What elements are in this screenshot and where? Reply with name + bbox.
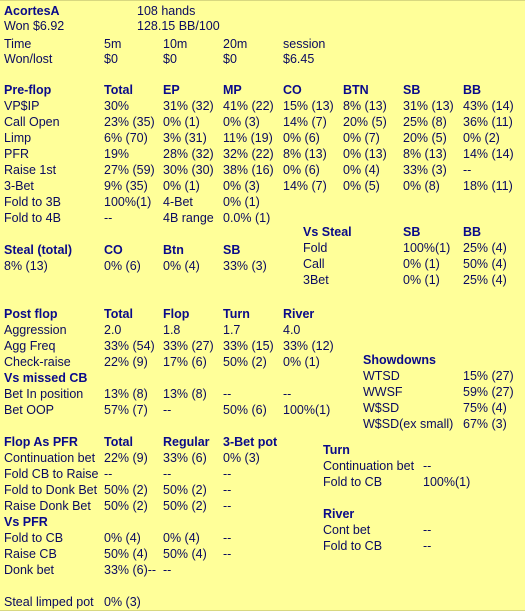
preflop-cell: 8% (13) [283,147,327,161]
preflop-cell: 33% (3) [403,163,447,177]
steal-co-value: 0% (6) [104,259,141,273]
preflop-cell: 32% (22) [223,147,274,161]
vs-steal-title: Vs Steal [303,225,352,239]
preflop-cell: 19% [104,147,130,161]
preflop-cell: 0% (13) [343,147,387,161]
postflop-title: Post flop [4,307,58,321]
preflop-cell: 18% (11) [463,179,513,193]
flop-pfr-cell: -- [104,467,113,481]
postflop-header-0: Total [104,307,133,321]
flop-pfr-cell: 50% (2) [163,499,207,513]
preflop-cell: 15% (13) [283,99,334,113]
preflop-cell: -- [463,163,472,177]
preflop-cell: 0% (5) [343,179,380,193]
vs-steal-bb-header: BB [463,225,482,239]
showdown-value: 15% (27) [463,369,514,383]
turn-value: -- [423,459,432,473]
missed-cb-cell: 13% (8) [163,387,207,401]
postflop-cell: 1.8 [163,323,181,337]
vs-steal-sb: 0% (1) [403,257,440,271]
vs-pfr-cell: -- [223,547,232,561]
postflop-cell: 17% (6) [163,355,207,369]
preflop-cell: 31% (32) [163,99,214,113]
postflop-header-1: Flop [163,307,190,321]
preflop-row-label: Call Open [4,115,60,129]
flop-pfr-cell: 0% (3) [223,451,260,465]
preflop-row-label: Raise 1st [4,163,57,177]
turn-title: Turn [323,443,350,457]
vs-pfr-cell: 50% (4) [104,547,148,561]
time-header-1: 5m [104,37,122,51]
flop-pfr-cell: -- [223,467,232,481]
postflop-cell: 0% (1) [283,355,320,369]
preflop-cell: 8% (13) [403,147,447,161]
postflop-cell: 2.0 [104,323,122,337]
steal-sb-header: SB [223,243,241,257]
steal-btn-value: 0% (4) [163,259,200,273]
steal-limped-label: Steal limped pot [4,595,94,609]
vs-steal-bb: 25% (4) [463,273,507,287]
missed-cb-cell: 57% (7) [104,403,148,417]
postflop-cell: 1.7 [223,323,241,337]
vs-missed-cb-title: Vs missed CB [4,371,88,385]
showdown-row-label: W$SD [363,401,400,415]
preflop-cell: 25% (8) [403,115,447,129]
preflop-cell: 30% [104,99,130,113]
showdowns-title: Showdowns [363,353,436,367]
missed-cb-cell: 100%(1) [283,403,331,417]
river-row-label: Fold to CB [323,539,383,553]
flop-pfr-title: Flop As PFR [4,435,78,449]
postflop-cell: 33% (54) [104,339,155,353]
preflop-cell: 20% (5) [343,115,387,129]
preflop-row-label: Limp [4,131,32,145]
preflop-header-4: BTN [343,83,369,97]
postflop-header-2: Turn [223,307,250,321]
preflop-cell: 38% (16) [223,163,274,177]
preflop-cell: 11% (19) [223,131,273,145]
preflop-header-3: CO [283,83,302,97]
preflop-cell: 0% (2) [463,131,500,145]
postflop-row-label: Agg Freq [4,339,56,353]
missed-cb-cell: -- [163,403,172,417]
postflop-cell: 33% (27) [163,339,214,353]
flop-pfr-cell: 33% (6) [163,451,207,465]
river-title: River [323,507,355,521]
showdown-row-label: WWSF [363,385,403,399]
steal-total-title: Steal (total) [4,243,73,257]
preflop-cell: 0% (3) [223,179,260,193]
vs-steal-row-label: Fold [303,241,328,255]
preflop-cell: 0% (3) [223,115,260,129]
preflop-header-2: MP [223,83,242,97]
vs-steal-sb-header: SB [403,225,421,239]
vs-pfr-cell: 0% (4) [163,531,200,545]
won-amount: Won $6.92 [4,19,65,33]
preflop-row-label: VP$IP [4,99,40,113]
time-header-2: 10m [163,37,188,51]
missed-cb-cell: 13% (8) [104,387,148,401]
missed-cb-row-label: Bet In position [4,387,84,401]
postflop-cell: 50% (2) [223,355,267,369]
turn-row-label: Continuation bet [323,459,415,473]
won-lost-0: Won/lost [4,52,53,66]
preflop-header-0: Total [104,83,133,97]
preflop-cell: 30% (30) [163,163,214,177]
preflop-cell: 20% (5) [403,131,447,145]
preflop-cell: 0% (1) [163,115,200,129]
vs-steal-sb: 100%(1) [403,241,451,255]
won-lost-3: $0 [223,52,237,66]
time-header-0: Time [4,37,32,51]
preflop-header-5: SB [403,83,421,97]
preflop-row-label: 3-Bet [4,179,34,193]
steal-btn-header: Btn [163,243,184,257]
showdown-value: 75% (4) [463,401,507,415]
time-header-4: session [283,37,326,51]
flop-pfr-cell: 50% (2) [163,483,207,497]
postflop-header-3: River [283,307,315,321]
postflop-cell: 33% (12) [283,339,334,353]
vs-pfr-title: Vs PFR [4,515,48,529]
flop-pfr-cell: -- [223,499,232,513]
river-value: -- [423,539,432,553]
postflop-row-label: Aggression [4,323,67,337]
steal-total-value: 8% (13) [4,259,48,273]
postflop-cell: 22% (9) [104,355,148,369]
showdown-row-label: W$SD(ex small) [363,417,454,431]
preflop-cell: -- [104,211,113,225]
preflop-title: Pre-flop [4,83,52,97]
hands-count: 108 hands [137,4,196,18]
preflop-cell: 36% (11) [463,115,513,129]
preflop-cell: 8% (13) [343,99,387,113]
vs-steal-sb: 0% (1) [403,273,440,287]
steal-limped-value: 0% (3) [104,595,141,609]
vs-pfr-cell: 33% (6)-- [104,563,157,577]
preflop-cell: 0% (1) [223,195,260,209]
preflop-header-6: BB [463,83,482,97]
turn-row-label: Fold to CB [323,475,383,489]
preflop-cell: 0% (6) [283,131,320,145]
preflop-header-1: EP [163,83,180,97]
preflop-cell: 4-Bet [163,195,193,209]
flop-pfr-cell: -- [223,483,232,497]
steal-co-header: CO [104,243,123,257]
preflop-cell: 23% (35) [104,115,155,129]
vs-pfr-cell: 50% (4) [163,547,207,561]
preflop-cell: 0% (1) [163,179,200,193]
missed-cb-row-label: Bet OOP [4,403,55,417]
vs-steal-row-label: Call [303,257,325,271]
postflop-cell: 4.0 [283,323,301,337]
river-row-label: Cont bet [323,523,371,537]
flop-pfr-row-label: Raise Donk Bet [4,499,91,513]
won-lost-2: $0 [163,52,177,66]
showdown-row-label: WTSD [363,369,400,383]
preflop-cell: 0% (7) [343,131,380,145]
preflop-cell: 100%(1) [104,195,152,209]
preflop-cell: 31% (13) [403,99,454,113]
vs-pfr-cell: -- [223,531,232,545]
preflop-cell: 14% (7) [283,115,327,129]
showdown-value: 67% (3) [463,417,507,431]
preflop-row-label: Fold to 3B [4,195,61,209]
preflop-cell: 14% (14) [463,147,514,161]
missed-cb-cell: -- [283,387,292,401]
vs-pfr-cell: -- [163,563,172,577]
flop-pfr-row-label: Fold CB to Raise [4,467,99,481]
flop-pfr-cell: 50% (2) [104,483,148,497]
preflop-cell: 6% (70) [104,131,148,145]
flop-pfr-header-1: Regular [163,435,210,449]
river-value: -- [423,523,432,537]
preflop-row-label: Fold to 4B [4,211,61,225]
vs-steal-row-label: 3Bet [303,273,329,287]
showdown-value: 59% (27) [463,385,514,399]
turn-value: 100%(1) [423,475,471,489]
preflop-cell: 0% (4) [343,163,380,177]
vs-pfr-row-label: Fold to CB [4,531,64,545]
preflop-cell: 43% (14) [463,99,514,113]
preflop-cell: 3% (31) [163,131,207,145]
vs-pfr-row-label: Donk bet [4,563,55,577]
player-name: AcortesA [4,4,60,18]
won-lost-4: $6.45 [283,52,315,66]
vs-pfr-row-label: Raise CB [4,547,57,561]
steal-sb-value: 33% (3) [223,259,267,273]
preflop-cell: 0% (6) [283,163,320,177]
flop-pfr-header-2: 3-Bet pot [223,435,278,449]
postflop-cell: 33% (15) [223,339,274,353]
preflop-cell: 4B range [163,211,214,225]
preflop-cell: 41% (22) [223,99,274,113]
vs-steal-bb: 50% (4) [463,257,507,271]
preflop-cell: 9% (35) [104,179,148,193]
flop-pfr-cell: 22% (9) [104,451,148,465]
missed-cb-cell: 50% (6) [223,403,267,417]
vs-steal-bb: 25% (4) [463,241,507,255]
preflop-cell: 14% (7) [283,179,327,193]
bb-per-100: 128.15 BB/100 [137,19,220,33]
flop-pfr-cell: 50% (2) [104,499,148,513]
missed-cb-cell: -- [223,387,232,401]
flop-pfr-row-label: Continuation bet [4,451,96,465]
flop-pfr-cell: -- [163,467,172,481]
postflop-row-label: Check-raise [4,355,71,369]
preflop-cell: 27% (59) [104,163,155,177]
preflop-row-label: PFR [4,147,29,161]
flop-pfr-header-0: Total [104,435,133,449]
vs-pfr-cell: 0% (4) [104,531,141,545]
won-lost-1: $0 [104,52,118,66]
preflop-cell: 28% (32) [163,147,214,161]
time-header-3: 20m [223,37,248,51]
flop-pfr-row-label: Fold to Donk Bet [4,483,98,497]
preflop-cell: 0.0% (1) [223,211,271,225]
preflop-cell: 0% (8) [403,179,440,193]
